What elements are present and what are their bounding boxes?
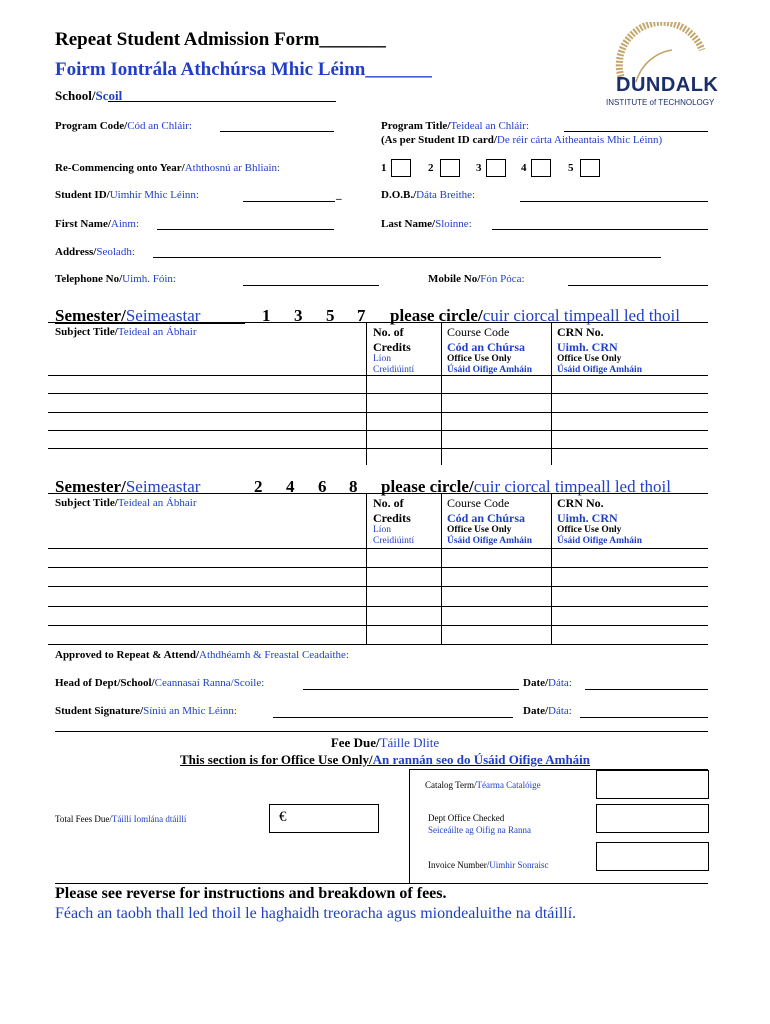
recommencing-label: Re-Commencing onto Year/Aththosnú ar Bhliain: <box>55 162 281 174</box>
student-signature-label: Student Signature/Síniú an Mhic Léinn: <box>55 705 237 717</box>
semester-1-number-5[interactable]: 5 <box>326 306 335 325</box>
year-4-checkbox[interactable] <box>531 159 551 177</box>
form-title-en: Repeat Student Admission Form_______ <box>55 29 386 50</box>
semester-2-number-4[interactable]: 4 <box>286 477 295 496</box>
mobile-label: Mobile No/Fón Póca: <box>428 273 525 285</box>
total-fees-label: Total Fees Due/Táillí Iomlána dtáillí <box>55 814 187 824</box>
semester-2-number-2[interactable]: 2 <box>254 477 263 496</box>
logo-wordmark: DUNDALK <box>616 74 719 96</box>
last-name-label: Last Name/Sloinne: <box>381 218 472 230</box>
semester-2-number-6[interactable]: 6 <box>318 477 327 496</box>
year-3-checkbox[interactable] <box>486 159 506 177</box>
signature-date-input-line[interactable] <box>580 717 708 718</box>
student-id-label: Student ID/Uimhir Mhic Léinn: <box>55 189 199 201</box>
head-date-input-line[interactable] <box>585 689 708 690</box>
catalog-term-box[interactable] <box>596 770 709 799</box>
head-of-dept-input-line[interactable] <box>303 689 519 690</box>
course-code-header: Course Code Cód an Chúrsa <box>447 325 526 354</box>
program-code-input-line[interactable] <box>220 131 334 132</box>
crn-office-note: Office Use Only Úsáid Oifige Amháin <box>557 354 642 375</box>
dept-office-checked-label: Dept Office Checked Seiceáilte ag Oifig na Ranna <box>428 813 531 835</box>
student-id-input-line[interactable] <box>243 201 335 202</box>
fee-due-title: Fee Due/Táille Dlite <box>330 735 440 750</box>
school-label: School/Scoil <box>55 88 123 103</box>
dob-label: D.O.B./Dáta Breithe: <box>381 189 476 201</box>
approval-divider <box>55 731 708 732</box>
catalog-term-label: Catalog Term/Téarma Catalóige <box>425 780 541 790</box>
form-title-ga: Foirm Iontrála Athchúrsa Mhic Léinn_______ <box>55 59 432 80</box>
reverse-note-en: Please see reverse for instructions and breakdown of fees. <box>55 885 447 902</box>
telephone-input-line[interactable] <box>243 285 379 286</box>
crn-header: CRN No. Uimh. CRN <box>557 325 618 354</box>
subject-title-header-2: Subject Title/Teideal an Ábhair <box>55 497 197 509</box>
head-of-dept-label: Head of Dept/School/Ceannasaí Ranna/Scoile: <box>55 677 265 689</box>
subject-title-header: Subject Title/Teideal an Ábhair <box>55 326 197 338</box>
total-fees-box[interactable] <box>269 804 379 833</box>
dept-office-checked-box[interactable] <box>596 804 709 833</box>
semester-2-number-8[interactable]: 8 <box>349 477 358 496</box>
year-2-label: 2 <box>428 162 434 174</box>
year-3-label: 3 <box>476 162 482 174</box>
course-code-office-note: Office Use Only Úsáid Oifige Amháin <box>447 354 532 375</box>
course-code-header-2: Course Code Cód an Chúrsa <box>447 496 526 525</box>
semester-2-circle-instruction: please circle/cuir ciorcal timpeall led thoil <box>381 477 672 496</box>
school-input-line[interactable] <box>108 101 336 102</box>
telephone-label: Telephone No/Uimh. Fóin: <box>55 273 176 285</box>
semester-1-number-3[interactable]: 3 <box>294 306 303 325</box>
subjects-table-2 <box>48 493 708 645</box>
year-4-label: 4 <box>521 162 527 174</box>
semester-1-circle-instruction: please circle/cuir ciorcal timpeall led thoil <box>390 306 681 325</box>
credits-header-ga: Líon Creidiúintí <box>373 354 415 375</box>
dob-input-line[interactable] <box>520 201 708 202</box>
subjects-table-1 <box>48 322 708 465</box>
semester-2-label: Semester/Seimeastar <box>55 477 201 496</box>
credits-header-2: No. of Credits <box>373 496 411 525</box>
credits-header: No. of Credits <box>373 325 411 354</box>
year-5-checkbox[interactable] <box>580 159 600 177</box>
year-2-checkbox[interactable] <box>440 159 460 177</box>
first-name-label: First Name/Ainm: <box>55 218 140 230</box>
program-title-input-line[interactable] <box>564 131 708 132</box>
address-input-line[interactable] <box>153 257 661 258</box>
program-title-label: Program Title/Teideal an Chláir: <box>381 120 530 132</box>
signature-date-label: Date/Dáta: <box>523 705 572 717</box>
student-id-suffix: _ <box>336 189 342 201</box>
crn-office-note-2: Office Use Only Úsáid Oifige Amháin <box>557 525 642 546</box>
last-name-input-line[interactable] <box>492 229 708 230</box>
address-label: Address/Seoladh: <box>55 246 135 258</box>
year-1-label: 1 <box>381 162 387 174</box>
program-code-label: Program Code/Cód an Chláir: <box>55 120 192 132</box>
semester-1-label: Semester/Seimeastar <box>55 306 201 325</box>
mobile-input-line[interactable] <box>568 285 708 286</box>
invoice-number-label: Invoice Number/Uimhir Sonraisc <box>428 860 549 870</box>
dundalk-logo <box>602 22 722 112</box>
semester-1-number-7[interactable]: 7 <box>357 306 366 325</box>
reverse-note-ga: Féach an taobh thall led thoil le haghaidh treoracha agus miondealuithe na dtáillí. <box>55 905 577 922</box>
invoice-number-box[interactable] <box>596 842 709 871</box>
student-id-card-note: (As per Student ID card/De réir cárta Aitheantais Mhic Léinn) <box>381 134 663 146</box>
logo-subtitle: INSTITUTE of TECHNOLOGY <box>606 98 715 107</box>
first-name-input-line[interactable] <box>157 229 334 230</box>
euro-icon: € <box>279 809 287 825</box>
crn-header-2: CRN No. Uimh. CRN <box>557 496 618 525</box>
approved-label: Approved to Repeat & Attend/Athdhéamh & Freastal Ceadaithe: <box>55 649 349 661</box>
year-5-label: 5 <box>568 162 574 174</box>
credits-header-ga-2: Líon Creidiúintí <box>373 525 415 546</box>
office-use-title: This section is for Office Use Only/An rannán seo do Úsáid Oifige Amháin <box>179 752 591 767</box>
student-signature-input-line[interactable] <box>273 717 513 718</box>
head-date-label: Date/Dáta: <box>523 677 572 689</box>
semester-1-number-1[interactable]: 1 <box>262 306 271 325</box>
course-code-office-note-2: Office Use Only Úsáid Oifige Amháin <box>447 525 532 546</box>
year-1-checkbox[interactable] <box>391 159 411 177</box>
